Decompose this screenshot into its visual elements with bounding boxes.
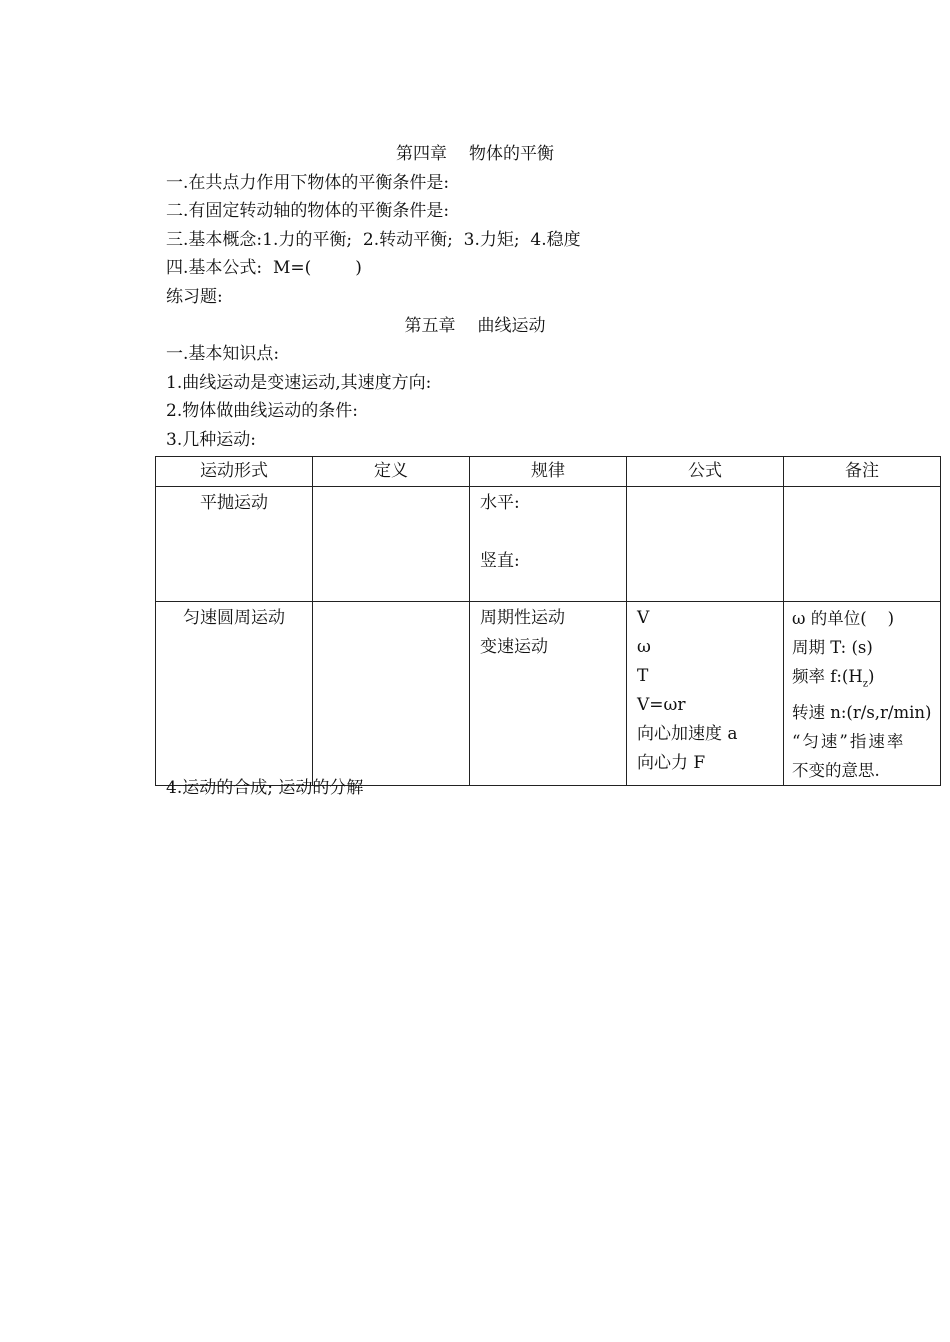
chapter5-name: 曲线运动	[477, 316, 546, 336]
chapter5-point-2: 2.物体做曲线运动的条件:	[166, 401, 358, 421]
form-label: 平抛运动	[200, 493, 268, 513]
header-law: 规律	[470, 457, 627, 487]
cell-definition	[313, 602, 470, 786]
law-line: 竖直:	[480, 551, 520, 571]
chapter5-title	[166, 312, 784, 340]
chapter4-number: 第四章	[396, 144, 447, 164]
chapter4-title	[166, 140, 784, 168]
note-line: ω 的单位( )	[792, 609, 895, 628]
motion-table	[155, 456, 941, 786]
chapter4-item-3: 三.基本概念:1.力的平衡; 2.转动平衡; 3.力矩; 4.稳度	[166, 230, 581, 250]
header-formula: 公式	[627, 457, 784, 487]
cell-formula	[627, 487, 784, 602]
formula-line: V=ωr	[637, 695, 686, 715]
note-frequency-text: 频率 f:(H	[792, 667, 863, 686]
chapter5-point-1: 1.曲线运动是变速运动,其速度方向:	[166, 373, 432, 393]
formula-line: ω	[637, 637, 651, 657]
formula-line: V	[637, 608, 650, 628]
chapter4-item-1: 一.在共点力作用下物体的平衡条件是:	[166, 173, 450, 193]
cell-law	[470, 487, 627, 602]
chapter5-section-1: 一.基本知识点:	[166, 344, 280, 364]
header-definition: 定义	[313, 457, 470, 487]
note-frequency-subscript: z	[862, 678, 869, 690]
formula-line: 向心加速度 a	[637, 724, 738, 744]
table-row	[156, 487, 941, 602]
chapter4-item-4	[166, 254, 362, 282]
header-note: 备注	[784, 457, 941, 487]
cell-note	[784, 602, 941, 786]
note-line	[784, 662, 940, 698]
chapter5-number: 第五章	[404, 316, 456, 336]
practice-label: 练习题:	[166, 287, 223, 307]
form-label: 匀速圆周运动	[183, 608, 285, 628]
header-form: 运动形式	[156, 457, 313, 487]
note-line: 周期 T: (s)	[792, 638, 873, 657]
formula-line: 向心力 F	[637, 753, 706, 773]
chapter5-point-4: 4.运动的合成; 运动的分解	[166, 778, 364, 798]
cell-note	[784, 487, 941, 602]
chapter4-name: 物体的平衡	[469, 144, 554, 164]
formula-prefix: 四.基本公式: M=(	[166, 258, 312, 278]
cell-definition	[313, 487, 470, 602]
table-header-row	[156, 457, 941, 487]
law-line: 变速运动	[480, 637, 548, 657]
note-frequency-close: )	[868, 667, 875, 686]
cell-law	[470, 602, 627, 786]
law-line: 水平:	[480, 493, 520, 513]
table-row	[156, 602, 941, 786]
cell-formula	[627, 602, 784, 786]
law-line: 周期性运动	[480, 608, 565, 628]
note-line: “匀速”指速率	[792, 732, 906, 752]
note-line: 转速 n:(r/s,r/min)	[792, 703, 932, 723]
cell-form	[156, 487, 313, 602]
note-line: 不变的意思.	[792, 761, 880, 781]
cell-form	[156, 602, 313, 786]
formula-suffix: )	[355, 258, 362, 278]
chapter5-point-3: 3.几种运动:	[166, 430, 256, 450]
chapter4-item-2: 二.有固定转动轴的物体的平衡条件是:	[166, 201, 450, 221]
formula-line: T	[637, 666, 649, 686]
